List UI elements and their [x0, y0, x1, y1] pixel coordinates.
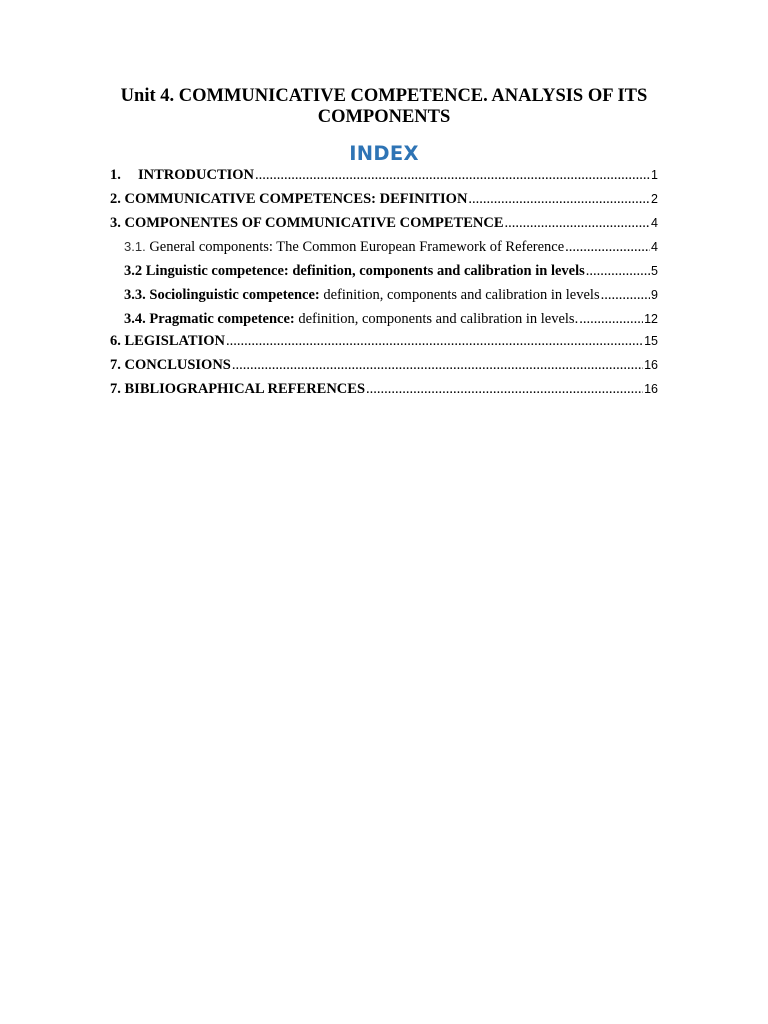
- toc-page-number: 12: [644, 312, 658, 326]
- toc-entry-label: General components: The Common European Framework of Reference: [145, 239, 565, 255]
- toc-entry-general-components[interactable]: [124, 238, 658, 256]
- toc-entry-label: 6. LEGISLATION: [110, 333, 225, 349]
- toc-page-number: 1: [651, 168, 658, 182]
- toc-leader-dots: [579, 310, 643, 328]
- toc-leader-dots: [565, 238, 650, 256]
- toc-entry-label-bold: 3.3. Sociolinguistic competence:: [124, 287, 320, 303]
- toc-leader-dots: [586, 262, 650, 280]
- toc-page-number: 4: [651, 216, 658, 230]
- toc-entry-introduction[interactable]: [110, 166, 658, 184]
- toc-leader-dots: [232, 356, 643, 374]
- toc-entry-label: 7. CONCLUSIONS: [110, 357, 231, 373]
- toc-page-number: 5: [651, 264, 658, 278]
- toc-entry-definition[interactable]: [110, 190, 658, 208]
- toc-page-number: 2: [651, 192, 658, 206]
- toc-entry-number: 1.: [110, 167, 121, 183]
- toc-leader-dots: [505, 214, 651, 232]
- toc-entry-componentes[interactable]: [110, 214, 658, 232]
- toc-entry-label: 7. BIBLIOGRAPHICAL REFERENCES: [110, 381, 366, 397]
- toc-entry-number: 3.1.: [124, 239, 146, 254]
- toc-entry-conclusions[interactable]: [110, 356, 658, 374]
- toc-entry-label-rest: definition, components and calibration in levels.: [294, 311, 579, 327]
- toc-page-number: 16: [644, 382, 658, 396]
- toc-page-number: 15: [644, 334, 658, 348]
- toc-entry-label: INTRODUCTION: [138, 167, 255, 183]
- toc-leader-dots: [601, 286, 650, 304]
- document-title: [110, 86, 658, 128]
- toc-page-number: 4: [651, 240, 658, 254]
- toc-entry-legislation[interactable]: [110, 332, 658, 350]
- index-heading: INDEX: [349, 142, 419, 165]
- toc-leader-dots: [226, 332, 643, 350]
- toc-entry-pragmatic[interactable]: [124, 310, 658, 328]
- toc-entry-linguistic[interactable]: [124, 262, 658, 280]
- toc-entry-sociolinguistic[interactable]: [124, 286, 658, 304]
- toc-entry-label-rest: definition, components and calibration in levels: [319, 287, 600, 303]
- toc-leader-dots: [255, 166, 650, 184]
- toc-leader-dots: [366, 380, 643, 398]
- title-line-1: Unit 4. COMMUNICATIVE COMPETENCE. ANALYSIS OF ITS: [120, 86, 648, 106]
- toc-entry-references[interactable]: [110, 380, 658, 398]
- toc-page-number: 16: [644, 358, 658, 372]
- toc-page-number: 9: [651, 288, 658, 302]
- title-line-2: COMPONENTS: [317, 107, 451, 127]
- toc-entry-label-bold: 3.4. Pragmatic competence:: [124, 311, 295, 327]
- toc-entry-label: 3. COMPONENTES OF COMMUNICATIVE COMPETENCE: [110, 215, 504, 231]
- toc-entry-label: 2. COMMUNICATIVE COMPETENCES: DEFINITION: [110, 191, 468, 207]
- toc-entry-label: 3.2 Linguistic competence: definition, components and calibration in levels: [124, 263, 585, 279]
- toc-leader-dots: [468, 190, 650, 208]
